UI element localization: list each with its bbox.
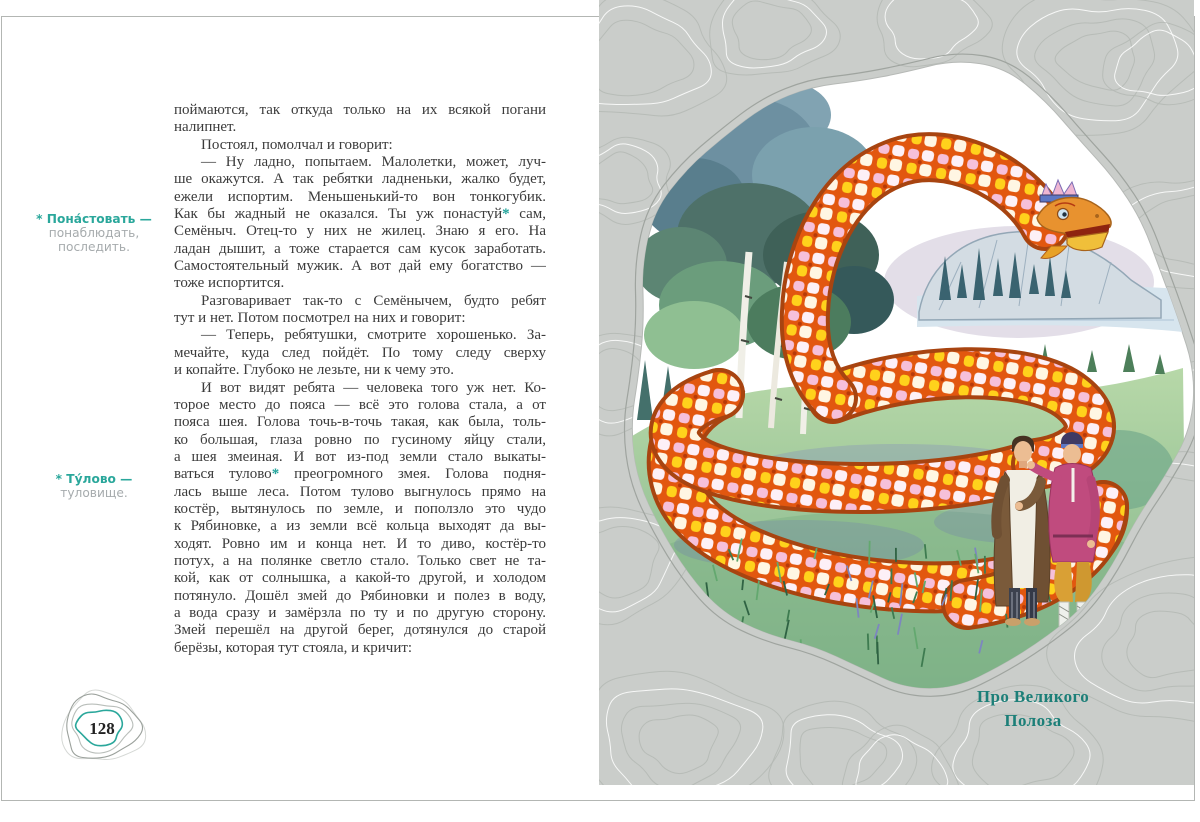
text-line: кой, как от солнышка, а какой-то другой, и холодом	[174, 570, 546, 587]
text-line: ко большая, глаза ровно по гусиному яйцу стали,	[174, 431, 546, 448]
text-line: ше окажутся. А так ребятки ладненьки, жалко будет,	[174, 171, 546, 188]
text-line: Как бы жадный не оказался. Ты уж понастуй* сам,	[174, 206, 546, 223]
text-line: Семёныч. Отец-то у них не жилец. Знаю я его. На	[174, 223, 546, 240]
margin-note-definition: последить.	[58, 239, 130, 254]
text-line: костёр, вытянулось по земле, и поползло это чудо	[174, 500, 546, 517]
left-page-text-block	[174, 102, 546, 657]
text-line: ладан дышит, а тоже старается сам кусок заработать.	[174, 240, 546, 257]
text-line: Постоял, помолчал и говорит:	[201, 136, 393, 153]
text-line: налипнет.	[174, 119, 237, 136]
margin-note-term: * Пона́стовать —	[36, 212, 152, 226]
text-line: И вот видят ребята — человека того уж нет. Ко-	[201, 379, 546, 396]
text-line: тоже испортится.	[174, 275, 285, 292]
text-line: тут и нет. Потом посмотрел на них и говорит:	[174, 310, 466, 327]
footnote-asterisk: *	[502, 206, 510, 223]
text-line: мечайте, куда след пойдёт. По тому следу сверху	[174, 344, 546, 361]
text-line: ваться тулово* преогромного змея. Голова подня-	[174, 466, 546, 483]
margin-note-term: * Ту́лово —	[55, 472, 133, 486]
page-number-badge	[56, 688, 148, 770]
illustration-svg	[599, 0, 1194, 785]
caption-line-2: Полоза	[1004, 711, 1062, 730]
text-line: — Теперь, ребятушки, смотрите хорошенько. За-	[201, 327, 546, 344]
text-line: Самостоятельный мужик. А вот дай ему богатство —	[174, 258, 546, 275]
text-line: Змей перешёл на другой берег, дотянулся до старой	[174, 622, 546, 639]
page-number: 128	[89, 719, 115, 738]
text-line: поймаются, так откуда только на их всякой погани	[174, 102, 546, 118]
text-line: и копайте. Глубоко не лезьте, ни к чему это.	[174, 362, 454, 379]
text-line: а вода сразу и замёрзла по ту и по другую сторону.	[174, 604, 546, 621]
text-line: — Ну ладно, попытаем. Малолетки, может, луч-	[201, 154, 546, 171]
text-line: а шея змеиная. И вот из-под земли стало выкаты-	[174, 448, 546, 465]
footnote-asterisk: *	[271, 466, 280, 483]
text-line: потянуло. Дошёл змей до Рябиновки и полез в воду,	[174, 587, 546, 604]
page-number-badge-svg	[56, 688, 148, 770]
text-line: берёзы, которая тут стояла, и кричит:	[174, 639, 413, 656]
caption-line-1: Про Великого	[976, 687, 1090, 706]
text-line: торое место до пояса — всё это голова стала, а от	[174, 396, 546, 413]
text-line: ходят. Ровно им и конца нет. И то диво, костёр-то	[174, 535, 546, 552]
margin-note-definition: понаблюдать,	[48, 226, 140, 241]
margin-note	[26, 473, 162, 501]
text-line: Разговаривает так-то с Семёнычем, будто ребят	[201, 292, 546, 309]
text-line: ежели испортим. Меньшенький-то вон тонкогубик.	[174, 188, 546, 205]
text-line: лась выше леса. Потом тулово выгнулось прямо на	[174, 483, 546, 500]
margin-note-definition: туловище.	[60, 486, 128, 501]
text-line: потух, а на полянке светло стало. Только свет не та-	[174, 552, 546, 569]
story-title-caption	[898, 685, 1168, 733]
text-line: пояса шея. Голова точь-в-точь такая, как была, толь-	[174, 414, 546, 431]
margin-note	[26, 213, 162, 254]
text-line: к Рябиновке, а из земли всё кольца выходят да вы-	[174, 518, 546, 535]
right-page	[599, 0, 1194, 785]
